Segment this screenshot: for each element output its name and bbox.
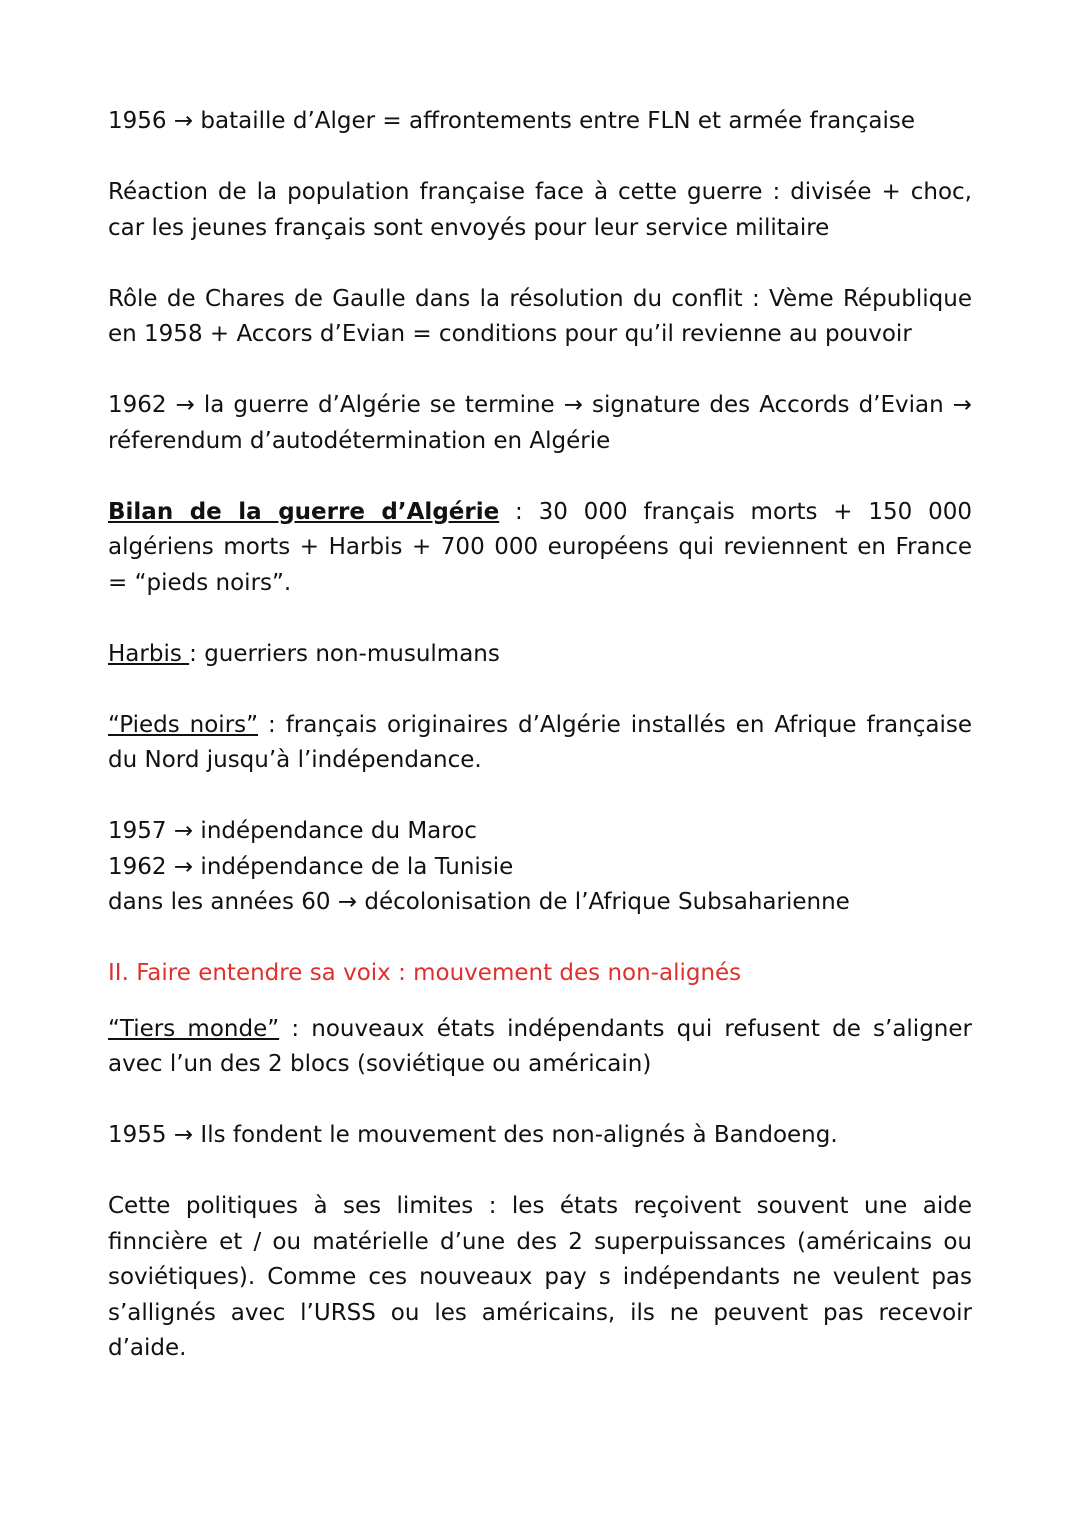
paragraph-harbis [108, 637, 972, 673]
list-item: 1957 → indépendance du Maroc [108, 818, 477, 844]
paragraph-pieds-noirs [108, 708, 972, 779]
list-item: dans les années 60 → décolonisation de l’Afrique Subsaharienne [108, 889, 850, 915]
term-tiers-monde: “Tiers monde” [108, 1015, 280, 1042]
term-bilan: Bilan de la guerre d’Algérie [108, 498, 500, 525]
harbis-definition: : guerriers non-musulmans [189, 640, 500, 667]
paragraph-reaction-population: Réaction de la population française face à cette guerre : divisée + choc, car les jeunes français sont envoyés pour leur service militaire [108, 179, 972, 241]
paragraph-fin-guerre: 1962 → la guerre d’Algérie se termine → signature des Accords d’Evian → réferendum d’autodétermination en Algérie [108, 392, 972, 454]
paragraph-limites: Cette politiques à ses limites : les états reçoivent souvent une aide finncière et / ou matérielle d’une des 2 superpuissances (américains ou soviétiques). Comme ces nouveaux pay s indépendants ne veulent pas s’allignés avec l’URSS ou les américains, ils ne peuvent pas recevoir d’aide. [108, 1193, 972, 1361]
section-heading: II. Faire entendre sa voix : mouvement des non-alignés [108, 960, 742, 986]
document-page [108, 104, 972, 1367]
bilan-definition: : 30 000 français morts + 150 000 algériens morts + Harbis + 700 000 européens qui reviennent en France = “pieds noirs”. [108, 498, 973, 596]
paragraph-bilan [108, 495, 972, 602]
paragraph-role-de-gaulle: Rôle de Chares de Gaulle dans la résolution du conflit : Vème République en 1958 + Accors d’Evian = conditions pour qu’il revienne au pouvoir [108, 285, 972, 347]
pieds-noirs-definition: : français originaires d’Algérie installés en Afrique française du Nord jusqu’à l’indépendance. [108, 711, 972, 773]
list-item: 1962 → indépendance de la Tunisie [108, 853, 514, 880]
paragraph-1955: 1955 → Ils fondent le mouvement des non-alignés à Bandoeng. [108, 1122, 838, 1148]
independence-list [108, 814, 972, 921]
paragraph-bataille-alger: 1956 → bataille d’Alger = affrontements entre FLN et armée française [108, 108, 915, 134]
term-pieds-noirs: “Pieds noirs” [108, 711, 259, 738]
tiers-monde-definition: : nouveaux états indépendants qui refusent de s’aligner avec l’un des 2 blocs (soviétique ou américain) [108, 1015, 972, 1077]
term-harbis: Harbis [108, 640, 190, 667]
paragraph-tiers-monde [108, 1012, 972, 1083]
